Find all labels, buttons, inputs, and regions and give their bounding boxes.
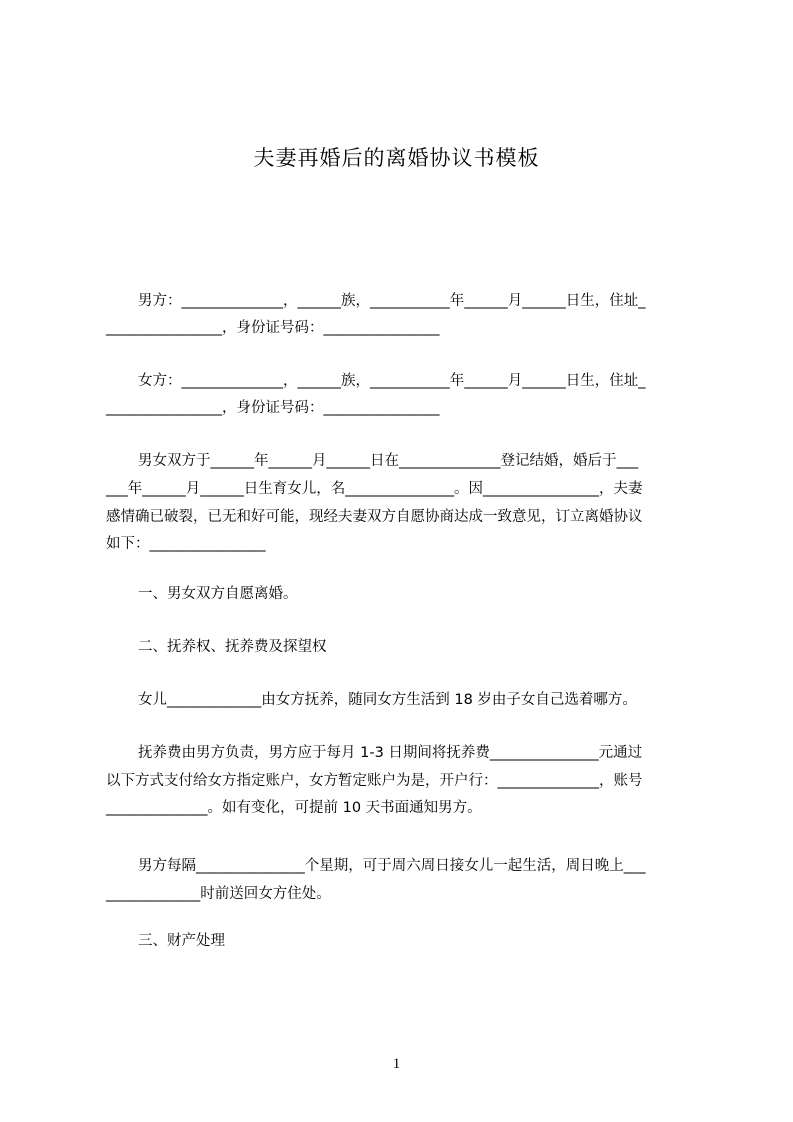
section-2-heading: 二、抚养权、抚养费及探望权 xyxy=(138,639,327,655)
husband-info-line-1: 男方：______________，______族，___________年______月______日生，住址_ xyxy=(138,293,646,309)
marriage-paragraph-line-3: 感情确已破裂，已无和好可能，现经夫妻双方自愿协商达成一致意见，订立离婚协议 xyxy=(106,509,643,525)
wife-info-line-2: ________________，身份证号码：________________ xyxy=(106,400,440,416)
custody-paragraph: 女儿_____________由女方抚养，随同女方生活到 18 岁由子女自己选着哪方。 xyxy=(138,692,637,708)
document-title: 夫妻再婚后的离婚协议书模板 xyxy=(253,146,540,170)
wife-info-line-1: 女方：______________，______族，___________年______月______日生，住址_ xyxy=(138,373,646,389)
marriage-paragraph-line-1: 男女双方于______年______月______日在______________登记结婚，婚后于___ xyxy=(138,453,639,469)
husband-info-line-2: ________________，身份证号码：________________ xyxy=(106,320,440,336)
marriage-paragraph-line-2: ___年______月______日生育女儿，名_______________。因________________，夫妻 xyxy=(106,481,643,497)
marriage-paragraph-line-4: 如下：________________ xyxy=(106,536,266,552)
section-3-heading: 三、财产处理 xyxy=(138,933,225,949)
visitation-paragraph-line-1: 男方每隔_______________个星期，可于周六周日接女儿一起生活，周日晚上___ xyxy=(138,858,646,874)
section-1-heading: 一、男女双方自愿离婚。 xyxy=(138,586,298,602)
page-number: 1 xyxy=(392,1056,401,1072)
visitation-paragraph-line-2: _____________时前送回女方住处。 xyxy=(106,886,331,902)
support-paragraph-line-3: ______________。如有变化，可提前 10 天书面通知男方。 xyxy=(106,800,482,816)
support-paragraph-line-1: 抚养费由男方负责，男方应于每月 1-3 日期间将抚养费_______________元通过 xyxy=(138,745,643,761)
support-paragraph-line-2: 以下方式支付给女方指定账户，女方暂定账户为是，开户行：______________，账号 xyxy=(106,773,643,789)
